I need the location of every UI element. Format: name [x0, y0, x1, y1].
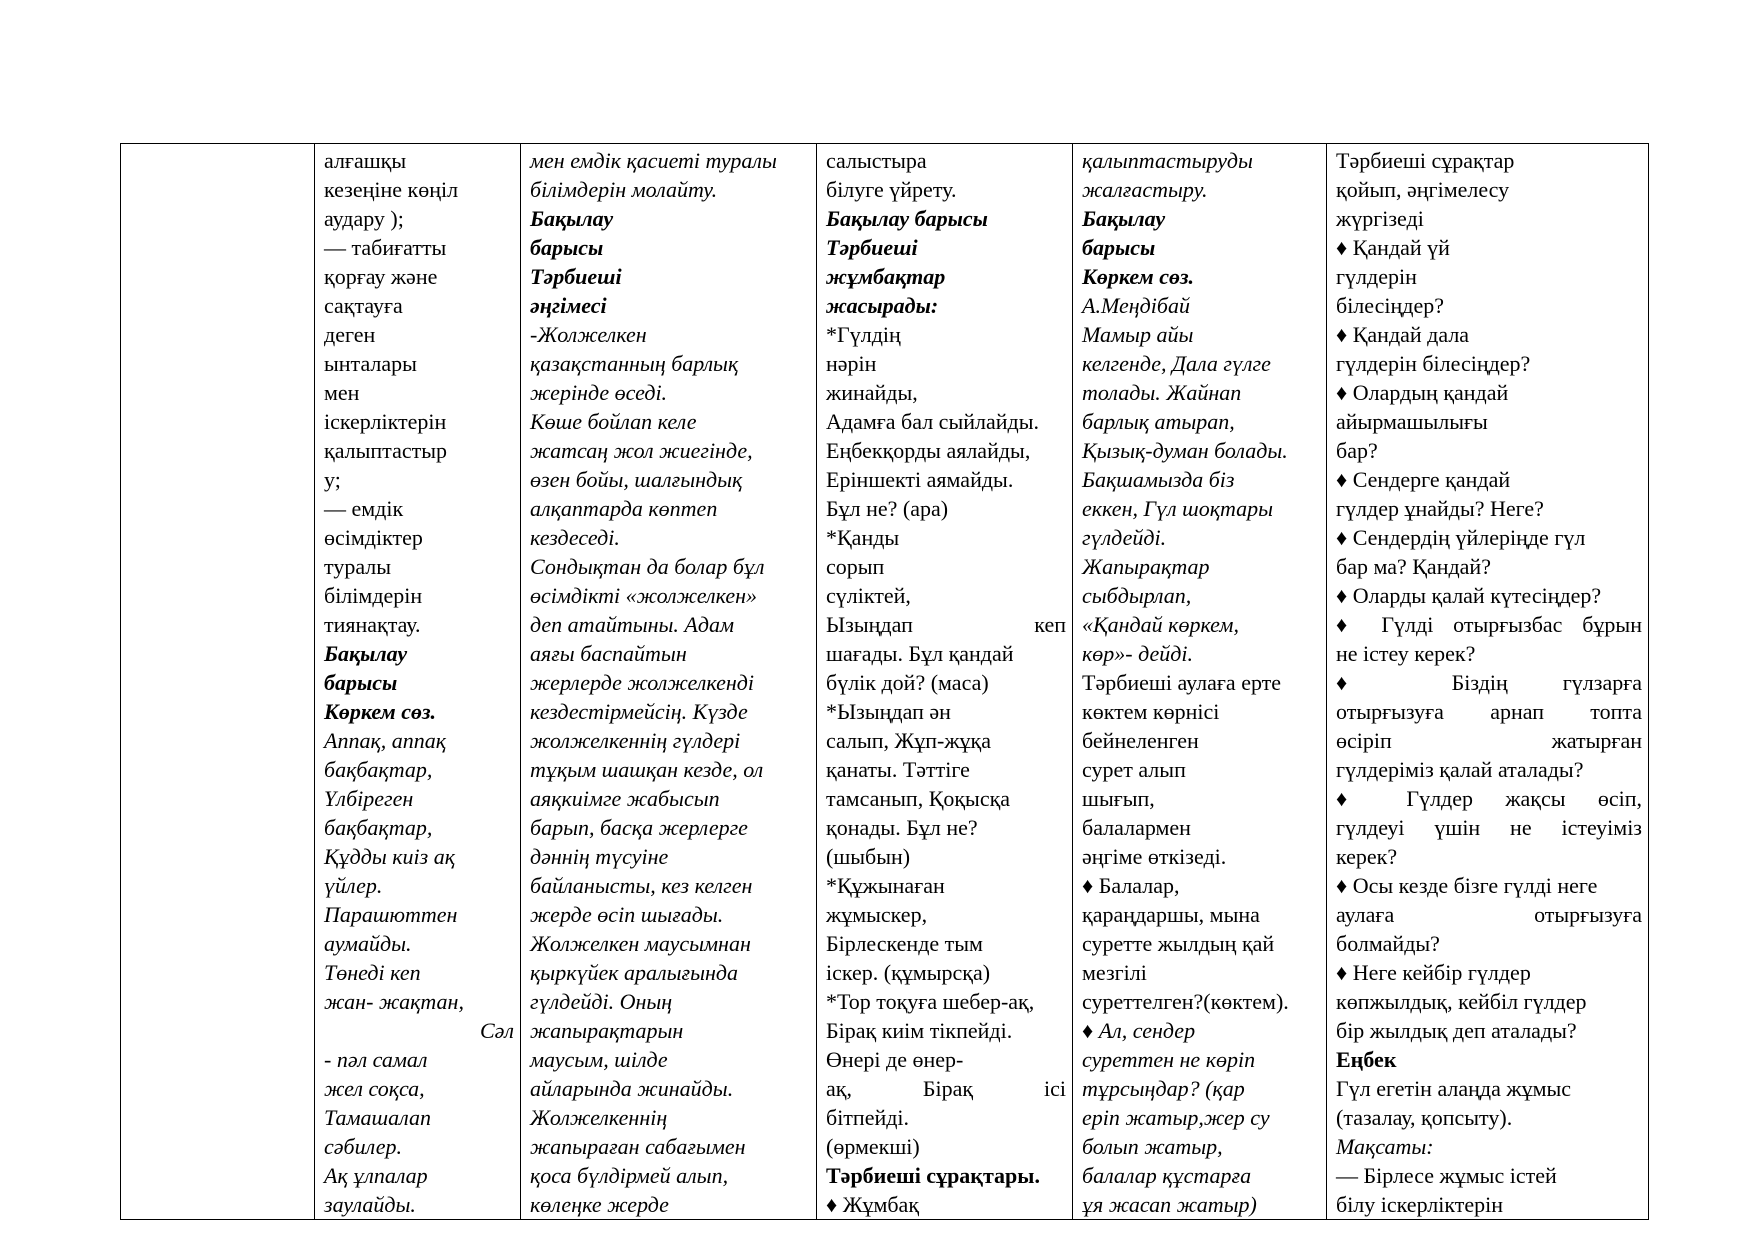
table-cell-poem-spring — [1073, 144, 1327, 1220]
text-line: балалар құстарға — [1082, 1163, 1252, 1188]
text-line: — табиғатты — [324, 235, 447, 260]
text-line: болып жатыр, — [1082, 1134, 1223, 1159]
text-line: Ақ ұлпалар — [324, 1163, 428, 1188]
text-line: Көркем сөз. — [324, 699, 437, 724]
text-line: суреттен не көріп — [1082, 1047, 1256, 1072]
text-line: барлық атырап, — [1082, 409, 1235, 434]
text-line: көктем көрнісі — [1082, 699, 1220, 724]
text-line: нәрін — [826, 351, 877, 376]
text-line: шағады. Бұл қандай — [826, 641, 1014, 666]
text-line: іскерліктерін — [324, 409, 447, 434]
text-line: жел соқса, — [324, 1076, 425, 1101]
text-line: Жолжелкеннің — [530, 1105, 668, 1130]
text-line: Өнері де өнер- — [826, 1047, 964, 1072]
text-line: әңгімесі — [530, 293, 607, 318]
text-line: қазақстанның барлық — [530, 351, 739, 376]
text-line: тұқым шашқан кезде, ол — [530, 757, 764, 782]
text-line: білесіңдер? — [1336, 293, 1444, 318]
text-line: Тәрбиеші сұрақтары. — [826, 1163, 1040, 1188]
text-line: гүлдерін білесіңдер? — [1336, 351, 1531, 376]
text-line: мезгілі — [1082, 960, 1147, 985]
text-line: мен — [324, 380, 360, 405]
text-line: Көркем сөз. — [1082, 264, 1195, 289]
text-line: барып, басқа жерлерге — [530, 815, 748, 840]
text-line: жан- жақтан, — [324, 989, 464, 1014]
text-line: білуге үйрету. — [826, 177, 957, 202]
text-line: жұмыскер, — [826, 902, 928, 927]
text-line: суретте жылдың қай — [1082, 931, 1275, 956]
text-line: гүлдеріміз қалай аталады? — [1336, 757, 1584, 782]
text-line: жатсаң жол жиегінде, — [530, 438, 753, 463]
text-line: «Қандай көркем, — [1082, 612, 1239, 637]
text-line: Құдды киіз ақ — [324, 844, 456, 869]
text-line: ынталары — [324, 351, 417, 376]
text-line: Адамға бал сыйлайды. — [826, 409, 1039, 434]
text-line: көр»- дейді. — [1082, 641, 1194, 666]
text-line: ♦ Біздің гүлзарға — [1336, 670, 1642, 695]
text-line: Гүл егетін алаңда жұмыс — [1336, 1076, 1572, 1101]
text-line: Бірлескенде тым — [826, 931, 983, 956]
text-line: аяқкиімге жабысып — [530, 786, 720, 811]
text-line: қараңдаршы, мына — [1082, 902, 1260, 927]
text-line: Бірақ киім тікпейді. — [826, 1018, 1013, 1043]
text-line: аумайды. — [324, 931, 412, 956]
table-cell-riddles — [817, 144, 1073, 1220]
text-line: А.Меңдібай — [1082, 293, 1190, 318]
text-line: Аппақ, аппақ — [324, 728, 447, 753]
text-line: салыстыра — [826, 148, 927, 173]
text-line: сурет алып — [1082, 757, 1186, 782]
text-line: толады. Жайнап — [1082, 380, 1242, 405]
text-line: *Тор тоқуға шебер-ақ, — [826, 989, 1035, 1014]
text-line: ♦ Ал, сендер — [1082, 1018, 1196, 1043]
text-line: сыбдырлап, — [1082, 583, 1192, 608]
text-line: жүргізеді — [1336, 206, 1424, 231]
text-line: шығып, — [1082, 786, 1155, 811]
text-line: кездестірмейсің. Күзде — [530, 699, 748, 724]
text-line: дәннің түсуіне — [530, 844, 669, 869]
text-line: сақтауға — [324, 293, 403, 318]
text-line: Ызыңдап кеп — [826, 612, 1066, 637]
text-line: ♦ Сендердің үйлеріңде гүл — [1336, 525, 1586, 550]
text-line: ♦ Қандай дала — [1336, 322, 1470, 347]
text-line: Мамыр айы — [1082, 322, 1194, 347]
text-line: Бақылау — [324, 641, 408, 666]
text-line: айырмашылығы — [1336, 409, 1488, 434]
table-cell-questions-labor — [1327, 144, 1649, 1220]
text-line: тамсанып, Қоқысқа — [826, 786, 1011, 811]
text-line: барысы — [1082, 235, 1156, 260]
text-line: тиянақтау. — [324, 612, 421, 637]
text-line: ♦ Олардың қандай — [1336, 380, 1509, 405]
text-line: Тамашалап — [324, 1105, 431, 1130]
text-line: керек? — [1336, 844, 1398, 869]
text-line: балалармен — [1082, 815, 1191, 840]
text-line: Жапырақтар — [1082, 554, 1210, 579]
text-line: бақбақтар, — [324, 757, 433, 782]
text-line: барысы — [324, 670, 398, 695]
text-line: аудару ); — [324, 206, 404, 231]
text-line: гүлдеуі үшін не істеуіміз — [1336, 815, 1642, 840]
text-line: деген — [324, 322, 376, 347]
text-line: байланысты, кез келген — [530, 873, 753, 898]
text-line: Бақылау барысы — [826, 206, 988, 231]
table-cell-empty — [121, 144, 315, 1220]
text-line: Үлбіреген — [324, 786, 414, 811]
text-line: гүлдер ұнайды? Неге? — [1336, 496, 1544, 521]
text-line: аяғы баспайтын — [530, 641, 687, 666]
text-line: білімдерін — [324, 583, 423, 608]
text-line: білімдерін молайту. — [530, 177, 718, 202]
text-line: ♦ Сендерге қандай — [1336, 467, 1511, 492]
text-line: отырғызуға арнап топта — [1336, 699, 1642, 724]
text-line: гүлдерін — [1336, 264, 1417, 289]
text-line: Төнеді кеп — [324, 960, 421, 985]
text-line: — емдік — [324, 496, 404, 521]
text-line: ♦ Қандай үй — [1336, 235, 1450, 260]
text-line: бейнеленген — [1082, 728, 1199, 753]
lesson-plan-table — [120, 143, 1649, 1220]
text-line: Бақылау — [530, 206, 614, 231]
text-line: қыркүйек аралығында — [530, 960, 739, 985]
text-line: іскер. (құмырсқа) — [826, 960, 991, 985]
text-line: қалыптастыр — [324, 438, 447, 463]
text-line: болмайды? — [1336, 931, 1440, 956]
text-line: гүлдейді. Оның — [530, 989, 673, 1014]
text-line: өсімдіктер — [324, 525, 423, 550]
text-line: жапырақтарын — [530, 1018, 684, 1043]
text-line: қалыптастыруды — [1082, 148, 1253, 173]
text-line: бітпейді. — [826, 1105, 910, 1130]
text-line: Бақылау — [1082, 206, 1166, 231]
text-line: Еңбекқорды аялайды, — [826, 438, 1031, 463]
text-line: кездеседі. — [530, 525, 620, 550]
text-line: аулаға отырғызуға — [1336, 902, 1642, 927]
text-line: бар ма? Қандай? — [1336, 554, 1491, 579]
text-line: салып, Жұп-жұқа — [826, 728, 991, 753]
text-line: (шыбын) — [826, 844, 911, 869]
text-line: Жолжелкен маусымнан — [530, 931, 751, 956]
text-line: кезеңіне көңіл — [324, 177, 459, 202]
text-line: не істеу керек? — [1336, 641, 1476, 666]
text-line: ақ, Бірақ ісі — [826, 1076, 1066, 1101]
text-line: Бақшамызда біз — [1082, 467, 1235, 492]
text-line: сүліктей, — [826, 583, 911, 608]
text-line: ♦ Оларды қалай күтесіңдер? — [1336, 583, 1602, 608]
text-line: (тазалау, қопсыту). — [1336, 1105, 1513, 1130]
text-line: жолжелкеннің гүлдері — [530, 728, 741, 753]
text-line: сорып — [826, 554, 885, 579]
text-line: қорғау және — [324, 264, 438, 289]
text-line: жинайды, — [826, 380, 918, 405]
text-line: бір жылдық деп аталады? — [1336, 1018, 1577, 1043]
text-line: өсіріп жатырған — [1336, 728, 1642, 753]
table-row — [121, 144, 1649, 1220]
text-line: бүлік дой? (маса) — [826, 670, 989, 695]
text-line: заулайды. — [324, 1192, 416, 1217]
text-line: өсімдікті «жолжелкен» — [530, 583, 758, 608]
text-line: ♦ Балалар, — [1082, 873, 1180, 898]
text-line: Көше бойлап келе — [530, 409, 697, 434]
text-line: барысы — [530, 235, 604, 260]
text-line: ♦ Гүлдер жақсы өсіп, — [1336, 786, 1642, 811]
text-line: деп атайтыны. Адам — [530, 612, 735, 637]
text-line: Тәрбиеші — [530, 264, 622, 289]
text-line: жерінде өседі. — [530, 380, 668, 405]
text-line: айларында жинайды. — [530, 1076, 734, 1101]
text-line: Қызық-думан болады. — [1082, 438, 1288, 463]
text-line: -Жолжелкен — [530, 322, 647, 347]
table-cell-goals — [315, 144, 521, 1220]
text-line: жапыраған сабағымен — [530, 1134, 746, 1159]
text-line: Бұл не? (ара) — [826, 496, 949, 521]
text-line: маусым, шілде — [530, 1047, 668, 1072]
text-line: Сәл — [479, 1018, 514, 1043]
text-line: *Қанды — [826, 525, 900, 550]
text-line: бақбақтар, — [324, 815, 433, 840]
text-line: қанаты. Тәттіге — [826, 757, 970, 782]
text-line: тұрсыңдар? (қар — [1082, 1076, 1245, 1101]
text-line: Мақсаты: — [1336, 1134, 1434, 1159]
text-line: көпжылдық, кейбіл гүлдер — [1336, 989, 1587, 1014]
text-line: алғашқы — [324, 148, 407, 173]
text-line: жалғастыру. — [1082, 177, 1208, 202]
text-line: *Гүлдің — [826, 322, 901, 347]
text-line: суреттелген?(көктем). — [1082, 989, 1289, 1014]
text-line: Тәрбиеші сұрақтар — [1336, 148, 1515, 173]
text-line: қойып, әңгімелесу — [1336, 177, 1510, 202]
text-line: қонады. Бұл не? — [826, 815, 978, 840]
text-line: Тәрбиеші аулаға ерте — [1082, 670, 1282, 695]
text-line: ♦ Неге кейбір гүлдер — [1336, 960, 1531, 985]
text-line: жерлерде жолжелкенді — [530, 670, 754, 695]
text-line: - пәл самал — [324, 1047, 428, 1072]
text-line: — Бірлесе жұмыс істей — [1336, 1163, 1557, 1188]
text-line: ♦ Гүлді отырғызбас бұрын — [1336, 612, 1642, 637]
text-line: бар? — [1336, 438, 1378, 463]
text-line: қоса бүлдірмей алып, — [530, 1163, 729, 1188]
table-cell-plantain-story — [521, 144, 817, 1220]
text-line: еккен, Гүл шоқтары — [1082, 496, 1274, 521]
text-line: ♦ Жұмбақ — [826, 1192, 920, 1217]
text-line: Парашюттен — [324, 902, 458, 927]
text-line: гүлдейді. — [1082, 525, 1167, 550]
text-line: өзен бойы, шалғындық — [530, 467, 743, 492]
text-line: Еңбек — [1336, 1047, 1397, 1072]
text-line: Тәрбиеші — [826, 235, 918, 260]
text-line: ♦ Осы кезде бізге гүлді неге — [1336, 873, 1598, 898]
text-line: *Құжынаған — [826, 873, 945, 898]
text-line: жерде өсіп шығады. — [530, 902, 724, 927]
text-line: *Ызыңдап ән — [826, 699, 951, 724]
text-line: туралы — [324, 554, 392, 579]
text-line: у; — [324, 467, 341, 492]
text-line: көлеңке жерде — [530, 1192, 669, 1217]
text-line: келгенде, Дала гүлге — [1082, 351, 1271, 376]
text-line: жұмбақтар — [826, 264, 946, 289]
text-line: алқаптарда көптеп — [530, 496, 718, 521]
text-line: білу іскерліктерін — [1336, 1192, 1504, 1217]
text-line: (өрмекші) — [826, 1134, 920, 1159]
text-line: жасырады: — [826, 293, 939, 318]
text-line: еріп жатыр,жер су — [1082, 1105, 1270, 1130]
text-line: әңгіме өткізеді. — [1082, 844, 1227, 869]
text-line: мен емдік қасиеті туралы — [530, 148, 777, 173]
text-line: Сондықтан да болар бұл — [530, 554, 765, 579]
text-line: үйлер. — [324, 873, 383, 898]
text-line: Еріншекті аямайды. — [826, 467, 1014, 492]
text-line: ұя жасап жатыр) — [1082, 1192, 1257, 1217]
text-line: сәбилер. — [324, 1134, 402, 1159]
